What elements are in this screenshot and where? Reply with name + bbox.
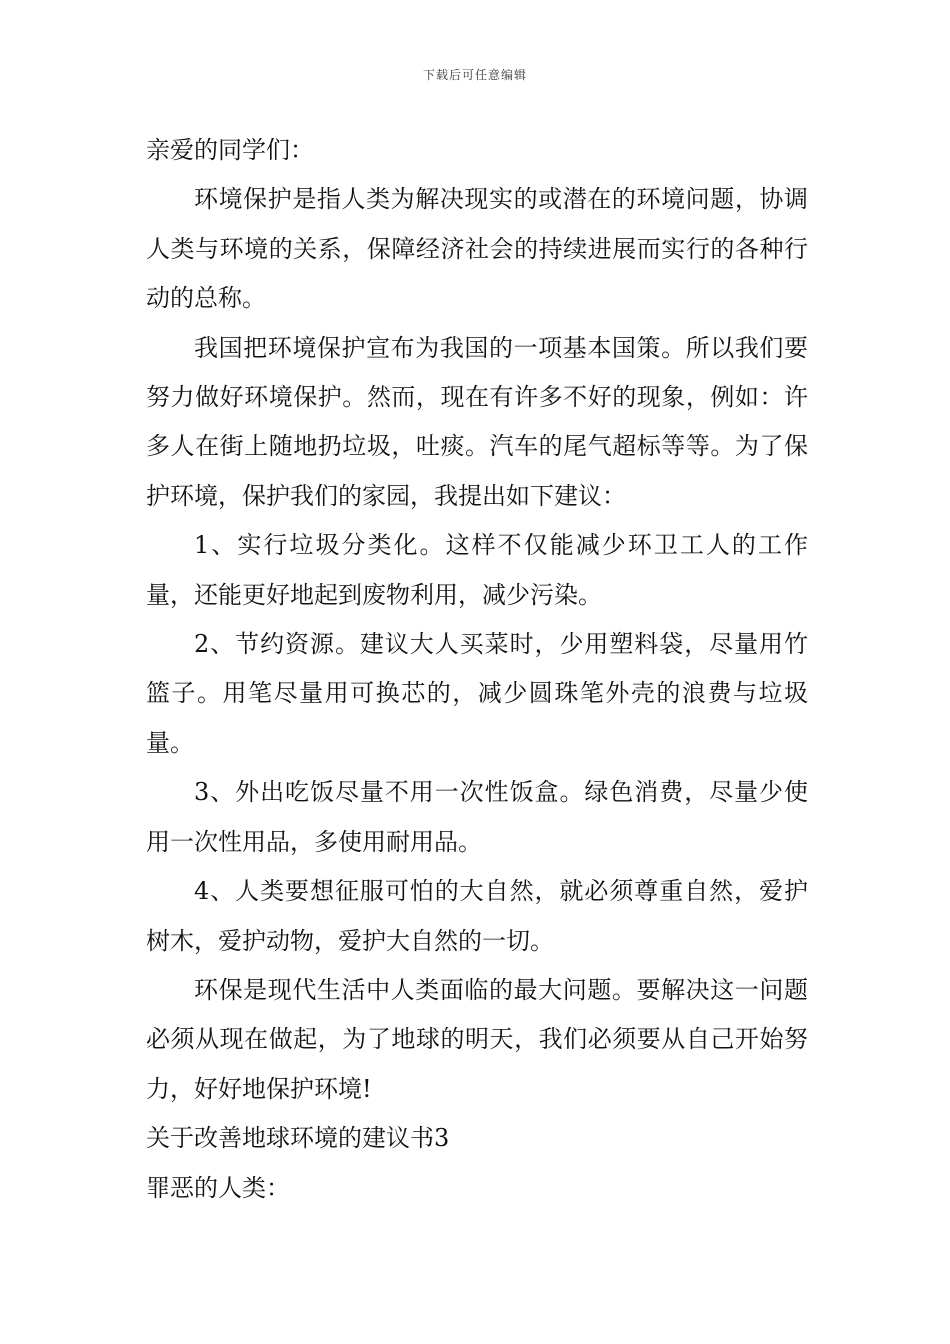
page-header-note: 下载后可任意编辑: [422, 68, 527, 82]
suggestion-item-2: 2、节约资源。建议大人买菜时，少用塑料袋，尽量用竹篮子。用笔尽量用可换芯的，减少圆珠笔外壳的浪费与垃圾量。: [146, 630, 808, 757]
paragraph-definition: 环境保护是指人类为解决现实的或潜在的环境问题，协调人类与环境的关系，保障经济社会的持续进展而实行的各种行动的总称。: [146, 185, 808, 313]
section-greeting: 罪恶的人类：: [146, 1173, 290, 1202]
section-title: 关于改善地球环境的建议书3: [146, 1124, 450, 1153]
suggestion-item-4: 4、人类要想征服可怕的大自然，就必须尊重自然，爱护树木，爱护动物，爱护大自然的一切。: [146, 877, 808, 955]
paragraph-policy: 我国把环境保护宣布为我国的一项基本国策。所以我们要努力做好环境保护。然而，现在有许多不好的现象，例如：许多人在街上随地扔垃圾，吐痰。汽车的尾气超标等等。为了保护环境，保护我们的家园，我提出如下建议：: [146, 333, 808, 510]
suggestion-item-3: 3、外出吃饭尽量不用一次性饭盒。绿色消费，尽量少使用一次性用品，多使用耐用品。: [146, 778, 808, 856]
paragraph-conclusion: 环保是现代生活中人类面临的最大问题。要解决这一问题必须从现在做起，为了地球的明天，我们必须要从自己开始努力，好好地保护环境!: [146, 975, 808, 1103]
greeting-line: 亲爱的同学们：: [146, 136, 314, 164]
document-body: [146, 126, 808, 1213]
suggestion-item-1: 1、实行垃圾分类化。这样不仅能减少环卫工人的工作量，还能更好地起到废物利用，减少污染。: [146, 531, 808, 609]
